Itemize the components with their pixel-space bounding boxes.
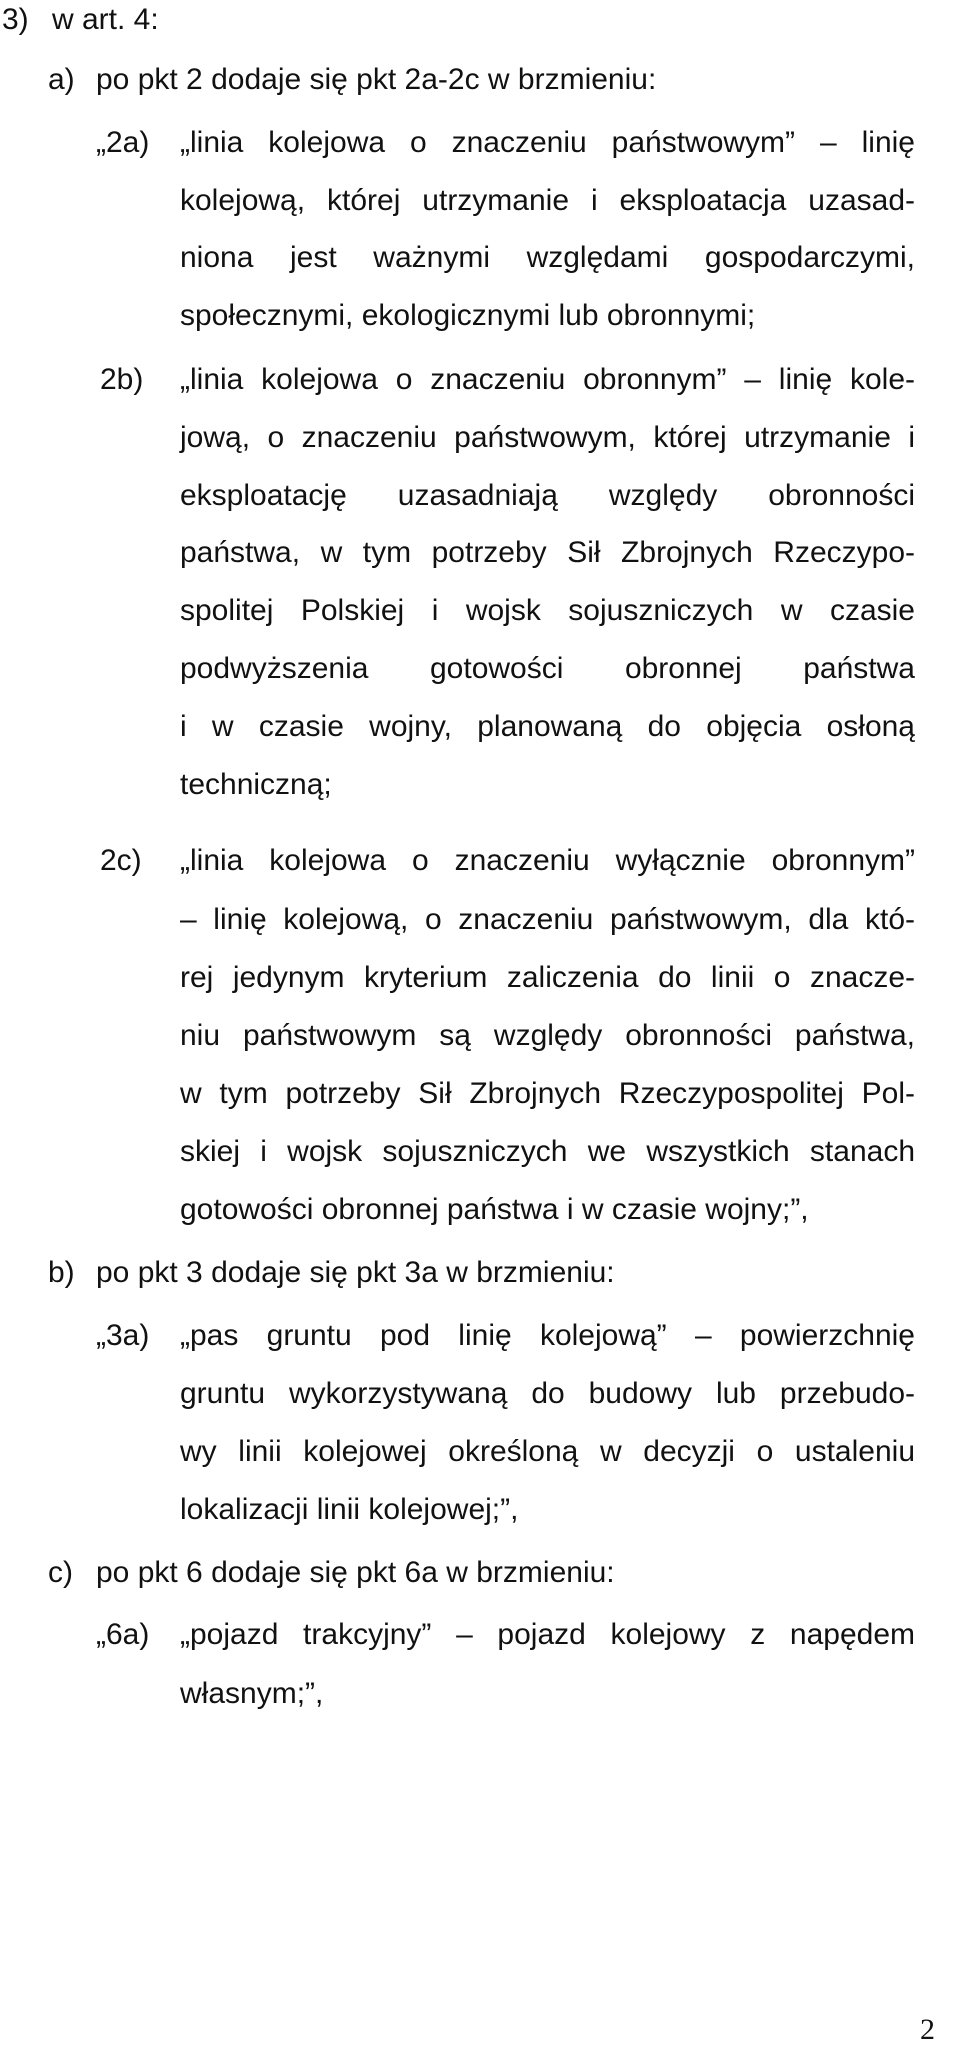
point-2b-line: jową, o znaczeniu państwowym, której utrzymanie i (180, 421, 915, 454)
point-2b-line: i w czasie wojny, planowaną do objęcia osłoną (180, 710, 915, 743)
point-2b-line: państwa, w tym potrzeby Sił Zbrojnych Rzeczypo- (180, 536, 915, 569)
point-6a-label: „6a) (96, 1618, 150, 1651)
point-2b-line: eksploatację uzasadniają względy obronności (180, 479, 915, 512)
point-2c-line: w tym potrzeby Sił Zbrojnych Rzeczypospolitej Pol- (180, 1077, 915, 1110)
subitem-a-text: po pkt 2 dodaje się pkt 2a-2c w brzmieniu: (96, 63, 657, 96)
page-number: 2 (920, 2013, 935, 2046)
point-2b-line: spolitej Polskiej i wojsk sojuszniczych w czasie (180, 594, 915, 627)
subitem-c-label: c) (48, 1556, 73, 1589)
point-2c-line: gotowości obronnej państwa i w czasie wojny;”, (180, 1193, 809, 1226)
point-2c-line: rej jedynym kryterium zaliczenia do linii o znacze- (180, 961, 915, 994)
point-2c-line: – linię kolejową, o znaczeniu państwowym, dla któ- (180, 903, 915, 936)
point-2b-line: podwyższenia gotowości obronnej państwa (180, 652, 915, 685)
point-2c-line: „linia kolejowa o znaczeniu wyłącznie obronnym” (180, 844, 915, 877)
point-2b-label: 2b) (100, 363, 144, 396)
point-2c-line: skiej i wojsk sojuszniczych we wszystkich stanach (180, 1135, 915, 1168)
point-2a-line: niona jest ważnymi względami gospodarczymi, (180, 241, 915, 274)
point-2a-line: społecznymi, ekologicznymi lub obronnymi; (180, 299, 756, 332)
point-3a-line: wy linii kolejowej określoną w decyzji o ustaleniu (180, 1435, 915, 1468)
point-2b-line: „linia kolejowa o znaczeniu obronnym” – linię kole- (180, 363, 915, 396)
item-3-text: w art. 4: (52, 3, 159, 36)
point-3a-line: „pas gruntu pod linię kolejową” – powierzchnię (180, 1319, 915, 1352)
subitem-b-text: po pkt 3 dodaje się pkt 3a w brzmieniu: (96, 1256, 615, 1289)
point-2a-label: „2a) (96, 126, 150, 159)
point-6a-line: „pojazd trakcyjny” – pojazd kolejowy z napędem (180, 1618, 915, 1651)
point-2c-line: niu państwowym są względy obronności państwa, (180, 1019, 915, 1052)
point-3a-line: lokalizacji linii kolejowej;”, (180, 1493, 519, 1526)
subitem-b-label: b) (48, 1256, 75, 1289)
item-3-label: 3) (2, 3, 29, 36)
point-3a-label: „3a) (96, 1319, 150, 1352)
point-6a-line: własnym;”, (180, 1677, 324, 1710)
point-3a-line: gruntu wykorzystywaną do budowy lub przebudo- (180, 1377, 915, 1410)
point-2a-line: kolejową, której utrzymanie i eksploatacja uzasad- (180, 184, 915, 217)
subitem-c-text: po pkt 6 dodaje się pkt 6a w brzmieniu: (96, 1556, 615, 1589)
point-2b-line: techniczną; (180, 768, 332, 801)
subitem-a-label: a) (48, 63, 75, 96)
point-2c-label: 2c) (100, 844, 142, 877)
point-2a-line: „linia kolejowa o znaczeniu państwowym” – linię (180, 126, 915, 159)
